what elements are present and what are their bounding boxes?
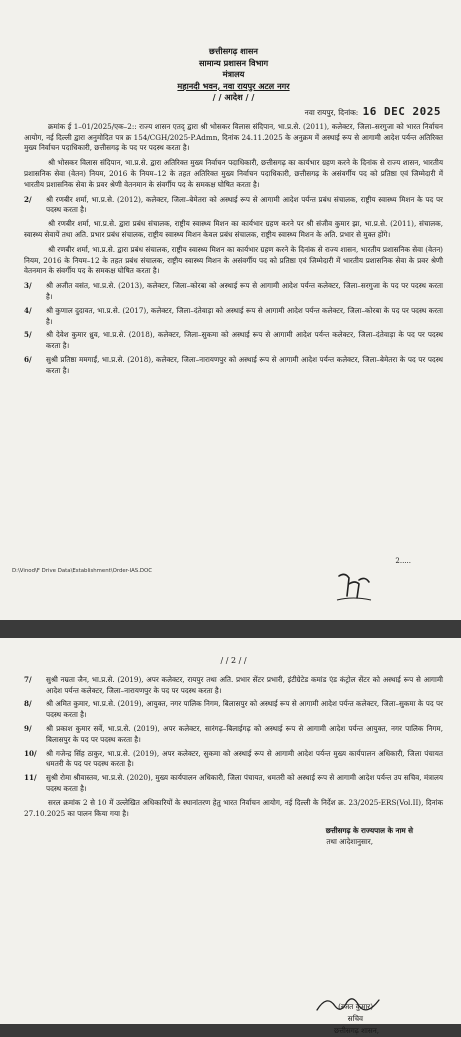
closing-paragraph: सरल क्रमांक 2 से 10 में उल्लेखित अधिकारियों के स्थानांतरण हेतु भारत निर्वाचन आयोग, नई दिल्ली के निर्देश क्र. 23/2025-ERS(Vol.II), दिनांक 27.10.2025 का पालन किया गया है। xyxy=(24,797,443,818)
order-item-2 xyxy=(24,195,443,217)
signatory-name: (रजत कुमार) xyxy=(338,1002,373,1011)
item-text: सुश्री नम्रता जैन, भा.प्र.से. (2019), अपर कलेक्टर, रायपुर तथा अति. प्रभार सेंटर प्रभारी, इंटीग्रेटेड कमांड एंड कंट्रोल सेंटर को अस्थाई रूप से आगामी आदेश पर्यन्त कलेक्टर, जिला–नारायणपुर के पद पर पदस्थ करता है। xyxy=(46,674,443,695)
authority-line-1: छत्तीसगढ़ के राज्यपाल के नाम से xyxy=(325,826,413,836)
order-item-9 xyxy=(24,724,443,746)
signatory-title: सचिव xyxy=(347,1014,363,1023)
order-item-10 xyxy=(24,749,443,771)
item-number: 11/ xyxy=(24,773,37,783)
paragraph-bhosekar-equivalence: श्री भोसकर विलास संदिपान, भा.प्र.से. द्वारा अतिरिक्त मुख्य निर्वाचन पदाधिकारी, छत्तीसगढ़ का कार्यभार ग्रहण करने के दिनांक से राज्य शासन, भारतीय प्रशासनिक सेवा (वेतन) नियम, 2016 के नियम–12 के तहत अतिरिक्त मुख्य निर्वाचन पदाधिकारी, छत्तीसगढ़ के असंवर्गीय पद को प्रतिष्ठा एवं जिम्मेदारी में भारतीय प्रशासनिक सेवा के प्रवर श्रेणी वेतनमान के संवर्गीय पद के समकक्ष घोषित करता है। xyxy=(24,158,443,189)
order-item-11 xyxy=(24,773,443,795)
continued-marker: 2..... xyxy=(395,557,411,565)
order-item-5 xyxy=(24,330,443,352)
item-number: 5/ xyxy=(24,330,32,340)
item-number: 6/ xyxy=(24,354,32,364)
paragraph-ranbir-equivalence: श्री रणबीर शर्मा, भा.प्र.से. द्वारा प्रबंध संचालक, राष्ट्रीय स्वास्थ्य मिशन का कार्यभार ग्रहण करने के दिनांक से राज्य शासन, भारतीय प्रशासनिक सेवा (वेतन) नियम, 2016 के नियम–12 के तहत प्रबंध संचालक, राष्ट्रीय स्वास्थ्य मिशन के असंवर्गीय पद को प्रतिष्ठा एवं जिम्मेदारी में भारतीय प्रशासनिक सेवा के प्रवर श्रेणी वेतनमान के संवर्गीय पद के समकक्ष घोषित करता है। xyxy=(24,244,443,276)
order-item-6 xyxy=(24,355,443,377)
item-text: सुश्री रोमा श्रीवास्तव, भा.प्र.से. (2020), मुख्य कार्यपालन अधिकारी, जिला पंचायत, धमतरी को अस्थाई रूप से आगामी आदेश पर्यन्त उप सचिव, मंत्रालय पदस्थ करता है। xyxy=(46,773,443,793)
order-item-7 xyxy=(24,675,443,697)
authority-line-2: तथा आदेशानुसार, xyxy=(326,837,373,847)
item-text: श्री कुणाल दुदावत, भा.प्र.से. (2017), कलेक्टर, जिला–दंतेवाड़ा को अस्थाई रूप से आगामी आदेश पर्यन्त कलेक्टर, जिला–कोरबा के पद पर पदस्थ करता है। xyxy=(46,305,443,326)
header-address: महानदी भवन, नवा रायपुर अटल नगर xyxy=(177,80,290,91)
item-text: श्री अमित कुमार, भा.प्र.से. (2019), आयुक्त, नगर पालिक निगम, बिलासपुर को अस्थाई रूप से आगामी आदेश पर्यन्त कलेक्टर, जिला–सुकमा के पद पर पदस्थ करता है। xyxy=(46,699,443,720)
item-number: 9/ xyxy=(24,723,32,733)
date-stamp: 16 DEC 2025 xyxy=(362,104,441,118)
header-department: सामान्य प्रशासन विभाग xyxy=(198,57,269,68)
item-number: 4/ xyxy=(24,305,32,315)
item-text: सुश्री प्रतिष्ठा ममगाईं, भा.प्र.से. (2018), कलेक्टर, जिला–नारायणपुर को अस्थाई रूप से आगामी आदेश पर्यन्त कलेक्टर, जिला–बेमेतरा के पद पर पदस्थ करता है। xyxy=(46,354,443,375)
item-text: श्री अजीत वसंत, भा.प्र.से. (2013), कलेक्टर, जिला–कोरबा को अस्थाई रूप से आगामी आदेश पर्यन्त कलेक्टर, जिला–सरगुजा के पद पर पदस्थ करता है। xyxy=(46,281,443,301)
authority-line xyxy=(24,825,443,847)
item-number: 8/ xyxy=(24,699,32,709)
initials-signature xyxy=(335,566,373,606)
item-number: 3/ xyxy=(24,281,32,291)
page-number-marker: / / 2 / / xyxy=(220,656,247,665)
order-page-2 xyxy=(0,638,461,1035)
order-main-paragraph: क्रमांक ई 1–01/2025/एक–2:: राज्य शासन एतद् द्वारा श्री भोसकर विलास संदिपान, भा.प्र.से. (2011), कलेक्टर, जिला–सरगुजा को भारत निर्वाचन आयोग, नई दिल्ली द्वारा अनुमोदित पत्र क्र 154/CGH/2025-P.Admn, दिनांक 24.11.2025 के अनुक्रम में अस्थाई रूप से आगामी आदेश पर्यन्त अतिरिक्त मुख्य निर्वाचन पदाधिकारी, छत्तीसगढ़ के पद पर पदस्थ करता है। xyxy=(24,121,443,153)
item-number: 7/ xyxy=(24,674,32,684)
header-order-title: / / आदेश / / xyxy=(212,92,255,103)
item-number: 2/ xyxy=(24,194,32,204)
date-prefix: नवा रायपुर, दिनांक: xyxy=(304,107,359,117)
item-number: 10/ xyxy=(24,748,37,758)
order-item-8 xyxy=(24,699,443,721)
paragraph-ranbir-charge: श्री रणबीर शर्मा, भा.प्र.से. द्वारा प्रबंध संचालक, राष्ट्रीय स्वास्थ्य मिशन का कार्यभार ग्रहण करने पर श्री संजीव कुमार झा, भा.प्र.से. (2011), संचालक, स्वास्थ्य सेवायें तथा अति. प्रभार प्रबंध संचालक, राष्ट्रीय स्वास्थ्य मिशन केवल प्रबंध संचालक, राष्ट्रीय स्वास्थ्य मिशन के अति. प्रभार से मुक्त होंगे। xyxy=(24,219,443,239)
order-date xyxy=(24,104,443,119)
item-text: श्री गजेन्द्र सिंह ठाकुर, भा.प्र.से. (2019), अपर कलेक्टर, सुकमा को अस्थाई रूप से आगामी आदेश पर्यन्त मुख्य कार्यपालन अधिकारी, जिला पंचायत धमतरी के पद पर पदस्थ करता है। xyxy=(46,748,443,769)
item-text: श्री प्रकाश कुमार सर्वे, भा.प्र.से. (2019), अपर कलेक्टर, सारंगढ़–बिलाईगढ़ को अस्थाई रूप से आगामी आदेश पर्यन्त आयुक्त, नगर पालिक निगम, बिलासपुर के पद पर पदस्थ करता है। xyxy=(46,723,443,744)
item-text: श्री देवेश कुमार ध्रुव, भा.प्र.से. (2018), कलेक्टर, जिला–सुकमा को अस्थाई रूप से आगामी आदेश पर्यन्त कलेक्टर, जिला–दंतेवाड़ा के पद पर पदस्थ करता है। xyxy=(46,330,443,351)
file-path: D:\Vinod\F Drive Data\Establishment\Order-IAS.DOC xyxy=(12,568,153,574)
signatory-government: छत्तीसगढ़ शासन, xyxy=(334,1026,379,1035)
header-ministry: मंत्रालय xyxy=(222,69,245,80)
order-item-4 xyxy=(24,306,443,328)
order-item-3 xyxy=(24,281,443,303)
item-text: श्री रणबीर शर्मा, भा.प्र.से. (2012), कलेक्टर, जिला–बेमेतरा को अस्थाई रूप से आगामी आदेश पर्यन्त प्रबंध संचालक, राष्ट्रीय स्वास्थ्य मिशन के पद पर पदस्थ करता है। xyxy=(46,194,443,215)
header-government: छत्तीसगढ़ शासन xyxy=(209,46,258,56)
